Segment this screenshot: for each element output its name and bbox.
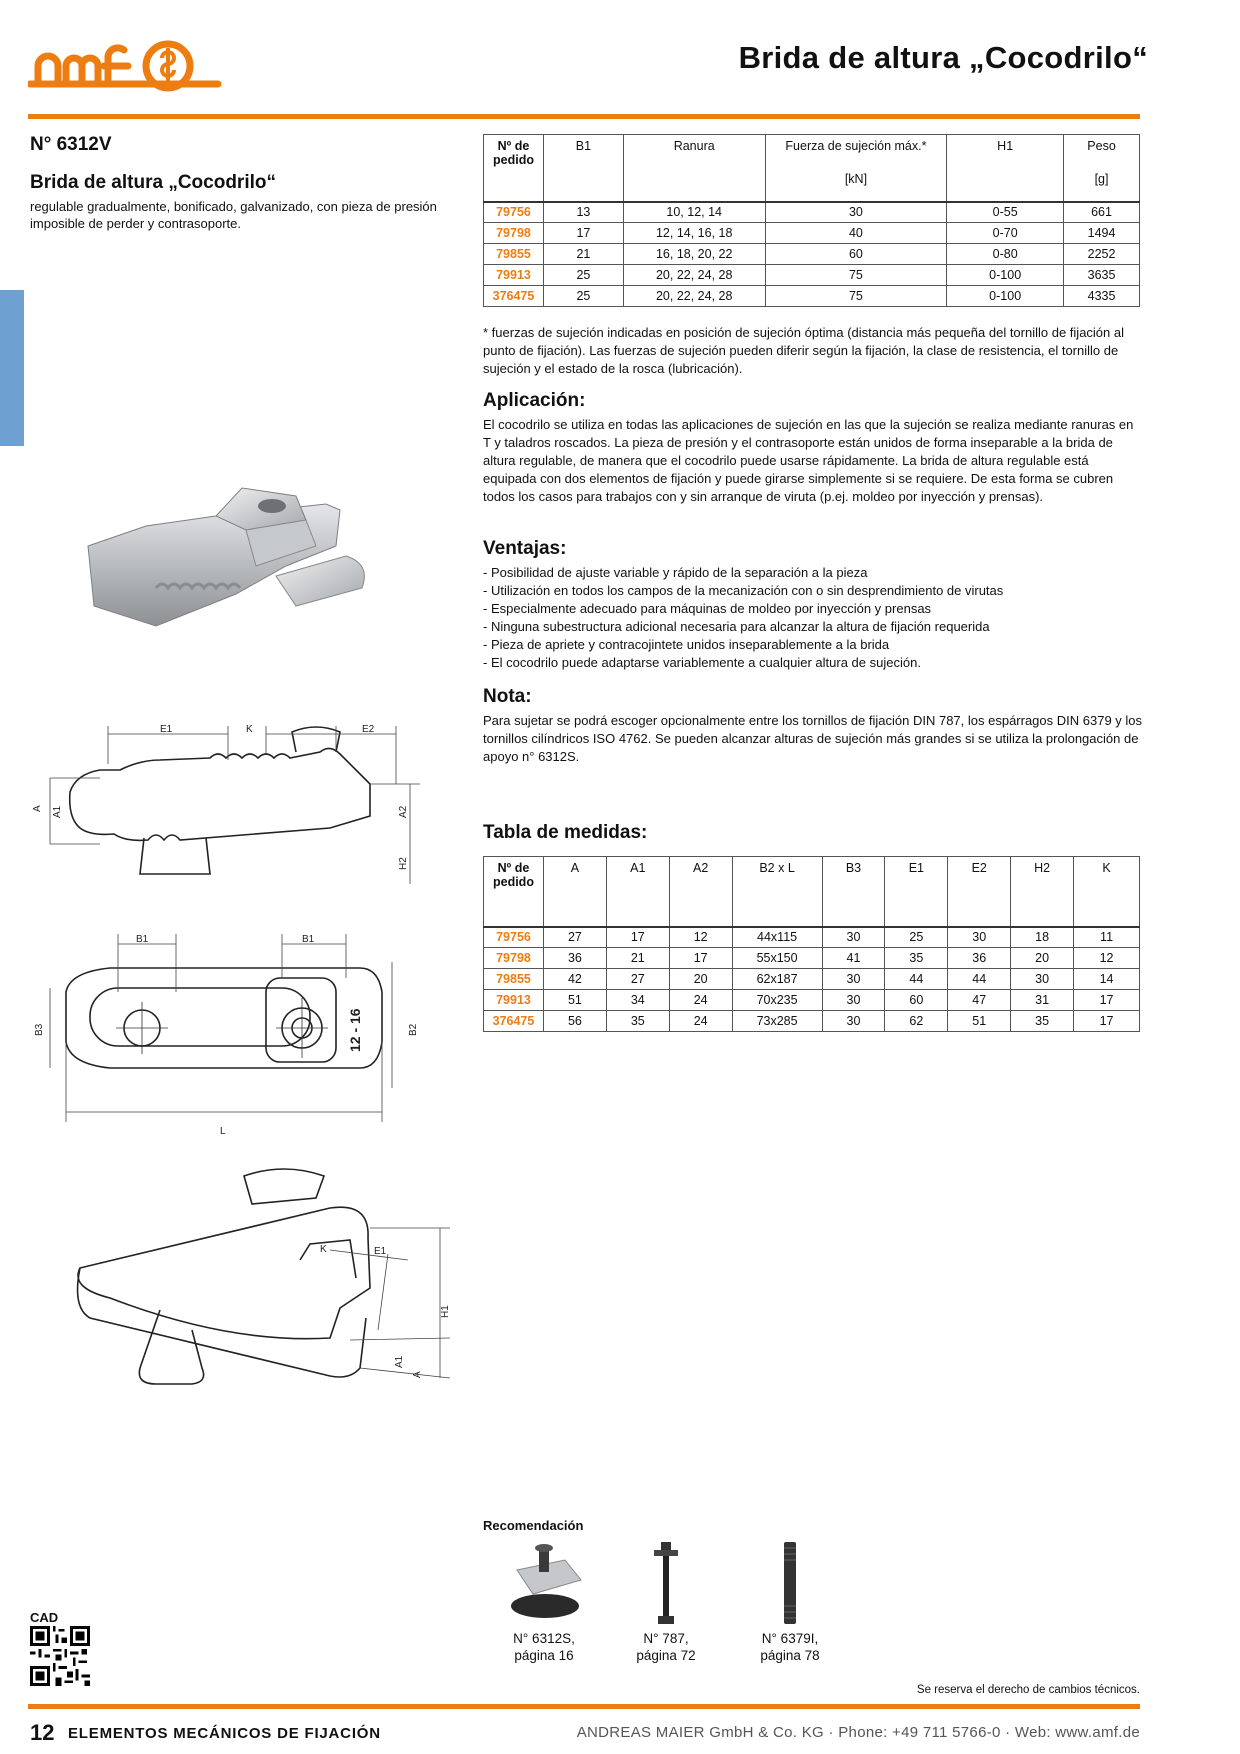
side-view-drawing [30, 724, 430, 892]
amf-logo [28, 36, 228, 96]
list-item: - El cocodrilo puede adaptarse variablemente a cualquier altura de sujeción. [483, 655, 921, 670]
list-item: - Especialmente adecuado para máquinas de moldeo por inyección y prensas [483, 601, 932, 616]
recommendation-heading: Recomendación [483, 1518, 584, 1533]
label-b1: B1 [136, 934, 149, 945]
product-number: N° 6312V [30, 134, 112, 155]
table-header-row [484, 857, 1140, 927]
col-b1: B1 [543, 135, 623, 202]
label-a1-tilted: A1 [394, 1355, 405, 1368]
note-text: Para sujetar se podrá escoger opcionalmente entre los tornillos de fijación DIN 787, los espárragos DIN 6379 y los tornillos cilíndricos ISO 4762. Se pueden alcanzar alturas de sujeción más grandes si se utiliza la prolongación de apoyo n° 6312S. [483, 713, 1143, 764]
label-k: K [246, 724, 253, 735]
col-a: A [543, 857, 606, 927]
table-row: 79798 36 21 17 55x150 41 35 36 20 12 [484, 948, 1140, 969]
note-section [483, 686, 1143, 766]
label-a1: A1 [52, 805, 63, 818]
table-row: 376475 25 20, 22, 24, 28 75 0-100 4335 [484, 286, 1140, 307]
advantages-list [483, 564, 1143, 672]
col-e2: E2 [948, 857, 1011, 927]
list-item: - Utilización en todos los campos de la mecanización con o sin desprendimiento de virutas [483, 583, 1004, 598]
application-heading: Aplicación: [483, 390, 586, 411]
table-row: 79756 13 10, 12, 14 30 0-55 661 [484, 202, 1140, 223]
table-row: 79913 25 20, 22, 24, 28 75 0-100 3635 [484, 265, 1140, 286]
section-tab [0, 290, 24, 446]
label-k-tilted: K [320, 1244, 327, 1255]
company-contact: ANDREAS MAIER GmbH & Co. KG · Phone: +49 711 5766-0 · Web: www.amf.de [576, 1724, 1140, 1741]
application-section [483, 390, 1143, 506]
label-a: A [32, 805, 43, 812]
label-h2: H2 [398, 857, 409, 870]
table-header-row [484, 135, 1140, 202]
page-number: 12 [30, 1720, 55, 1745]
product-photo [86, 486, 372, 634]
col-weight: Peso [g] [1064, 135, 1140, 202]
dimensions-heading: Tabla de medidas: [483, 822, 648, 843]
product-info [30, 134, 445, 232]
stud-bolt-image [770, 1540, 810, 1626]
rec-number: N° 6312S, [513, 1631, 575, 1646]
rights-notice: Se reserva el derecho de cambios técnicos. [916, 1684, 1140, 1696]
footer-rule [28, 1704, 1140, 1709]
col-a1: A1 [606, 857, 669, 927]
recommendation-6379i[interactable] [720, 1540, 860, 1664]
col-h1: H1 [947, 135, 1064, 202]
cad-qr-code[interactable] [30, 1626, 90, 1686]
slot-engraving: 12 - 16 [347, 1008, 363, 1052]
label-e1: E1 [160, 724, 173, 735]
advantages-section [483, 538, 1143, 672]
table-row: 79913 51 34 24 70x235 30 60 47 31 17 [484, 990, 1140, 1011]
col-order-no: Nº de pedido [484, 135, 544, 202]
label-b1-right: B1 [302, 934, 315, 945]
application-text: El cocodrilo se utiliza en todas las aplicaciones de sujeción en las que la sujeción se realiza mediante ranuras en T y taladros roscados. La pieza de presión y el contrasoporte están unidos de forma inseparable a la brida de altura regulable, de manera que el cocodrilo puede usarse rápidamente. La brida de altura regulable está equipada con dos elementos de fijación y puede girarse simplemente si se requiere. De esta forma se cubren todos los casos para trabajos con y sin arranque de viruta (p.ej. moldeo por inyección y prensas). [483, 417, 1134, 504]
label-b2: B2 [408, 1023, 419, 1036]
note-heading: Nota: [483, 686, 532, 707]
label-a-tilted: A [412, 1371, 423, 1378]
col-h2: H2 [1011, 857, 1074, 927]
cad-label: CAD [30, 1610, 59, 1625]
col-slot: Ranura [623, 135, 765, 202]
recommendation-787[interactable] [596, 1540, 736, 1664]
advantages-heading: Ventajas: [483, 538, 567, 559]
col-a2: A2 [669, 857, 732, 927]
table-row: 376475 56 35 24 73x285 30 62 51 35 17 [484, 1011, 1140, 1032]
page-title: Brida de altura „Cocodrilo“ [738, 40, 1148, 75]
col-order-no: Nº de pedido [484, 857, 544, 927]
col-k: K [1074, 857, 1140, 927]
t-slot-bolt-image [646, 1540, 686, 1626]
rec-page: página 16 [514, 1648, 574, 1663]
col-e1: E1 [885, 857, 948, 927]
clamping-force-footnote: * fuerzas de sujeción indicadas en posición de sujeción óptima (distancia más pequeña del tornillo de fijación al punto de fijación). Las fuerzas de sujeción pueden diferir según la fijación, la clase de resistencia, el tornillo de sujeción y el estado de la rosca (lubricación). [483, 325, 1124, 376]
product-name: Brida de altura „Cocodrilo“ [30, 172, 276, 193]
table-row: 79855 21 16, 18, 20, 22 60 0-80 2252 [484, 244, 1140, 265]
rec-number: N° 787, [643, 1631, 689, 1646]
label-a2: A2 [398, 805, 409, 818]
rec-number: N° 6379I, [761, 1631, 819, 1646]
label-l: L [220, 1126, 226, 1137]
support-extension-image [499, 1540, 589, 1626]
tilted-view-drawing [30, 1168, 460, 1438]
list-item: - Pieza de apriete y contracojintete unidos inseparablemente a la brida [483, 637, 890, 652]
recommendation-6312s[interactable] [474, 1540, 614, 1664]
rec-page: página 78 [760, 1648, 820, 1663]
col-b2xl: B2 x L [732, 857, 822, 927]
product-description: regulable gradualmente, bonificado, galvanizado, con pieza de presión imposible de perder y contrasoporte. [30, 199, 437, 231]
col-b3: B3 [822, 857, 885, 927]
label-h1: H1 [440, 1305, 451, 1318]
product-table [483, 134, 1140, 307]
list-item: - Posibilidad de ajuste variable y rápido de la separación a la pieza [483, 565, 868, 580]
table-row: 79798 17 12, 14, 16, 18 40 0-70 1494 [484, 223, 1140, 244]
label-e2: E2 [362, 724, 375, 735]
header-rule [28, 114, 1140, 119]
label-b3: B3 [34, 1023, 45, 1036]
dimensions-table [483, 856, 1140, 1032]
table-row: 79855 42 27 20 62x187 30 44 44 30 14 [484, 969, 1140, 990]
list-item: - Ninguna subestructura adicional necesaria para alcanzar la altura de fijación requerida [483, 619, 990, 634]
catalog-section-name: ELEMENTOS MECÁNICOS DE FIJACIÓN [68, 1725, 381, 1742]
dimensions-section [483, 822, 1143, 848]
rec-page: página 72 [636, 1648, 696, 1663]
label-e1-tilted: E1 [374, 1246, 387, 1257]
table-row: 79756 27 17 12 44x115 30 25 30 18 11 [484, 927, 1140, 948]
top-view-drawing [30, 932, 430, 1138]
col-clamping-force: Fuerza de sujeción máx.* [kN] [765, 135, 947, 202]
